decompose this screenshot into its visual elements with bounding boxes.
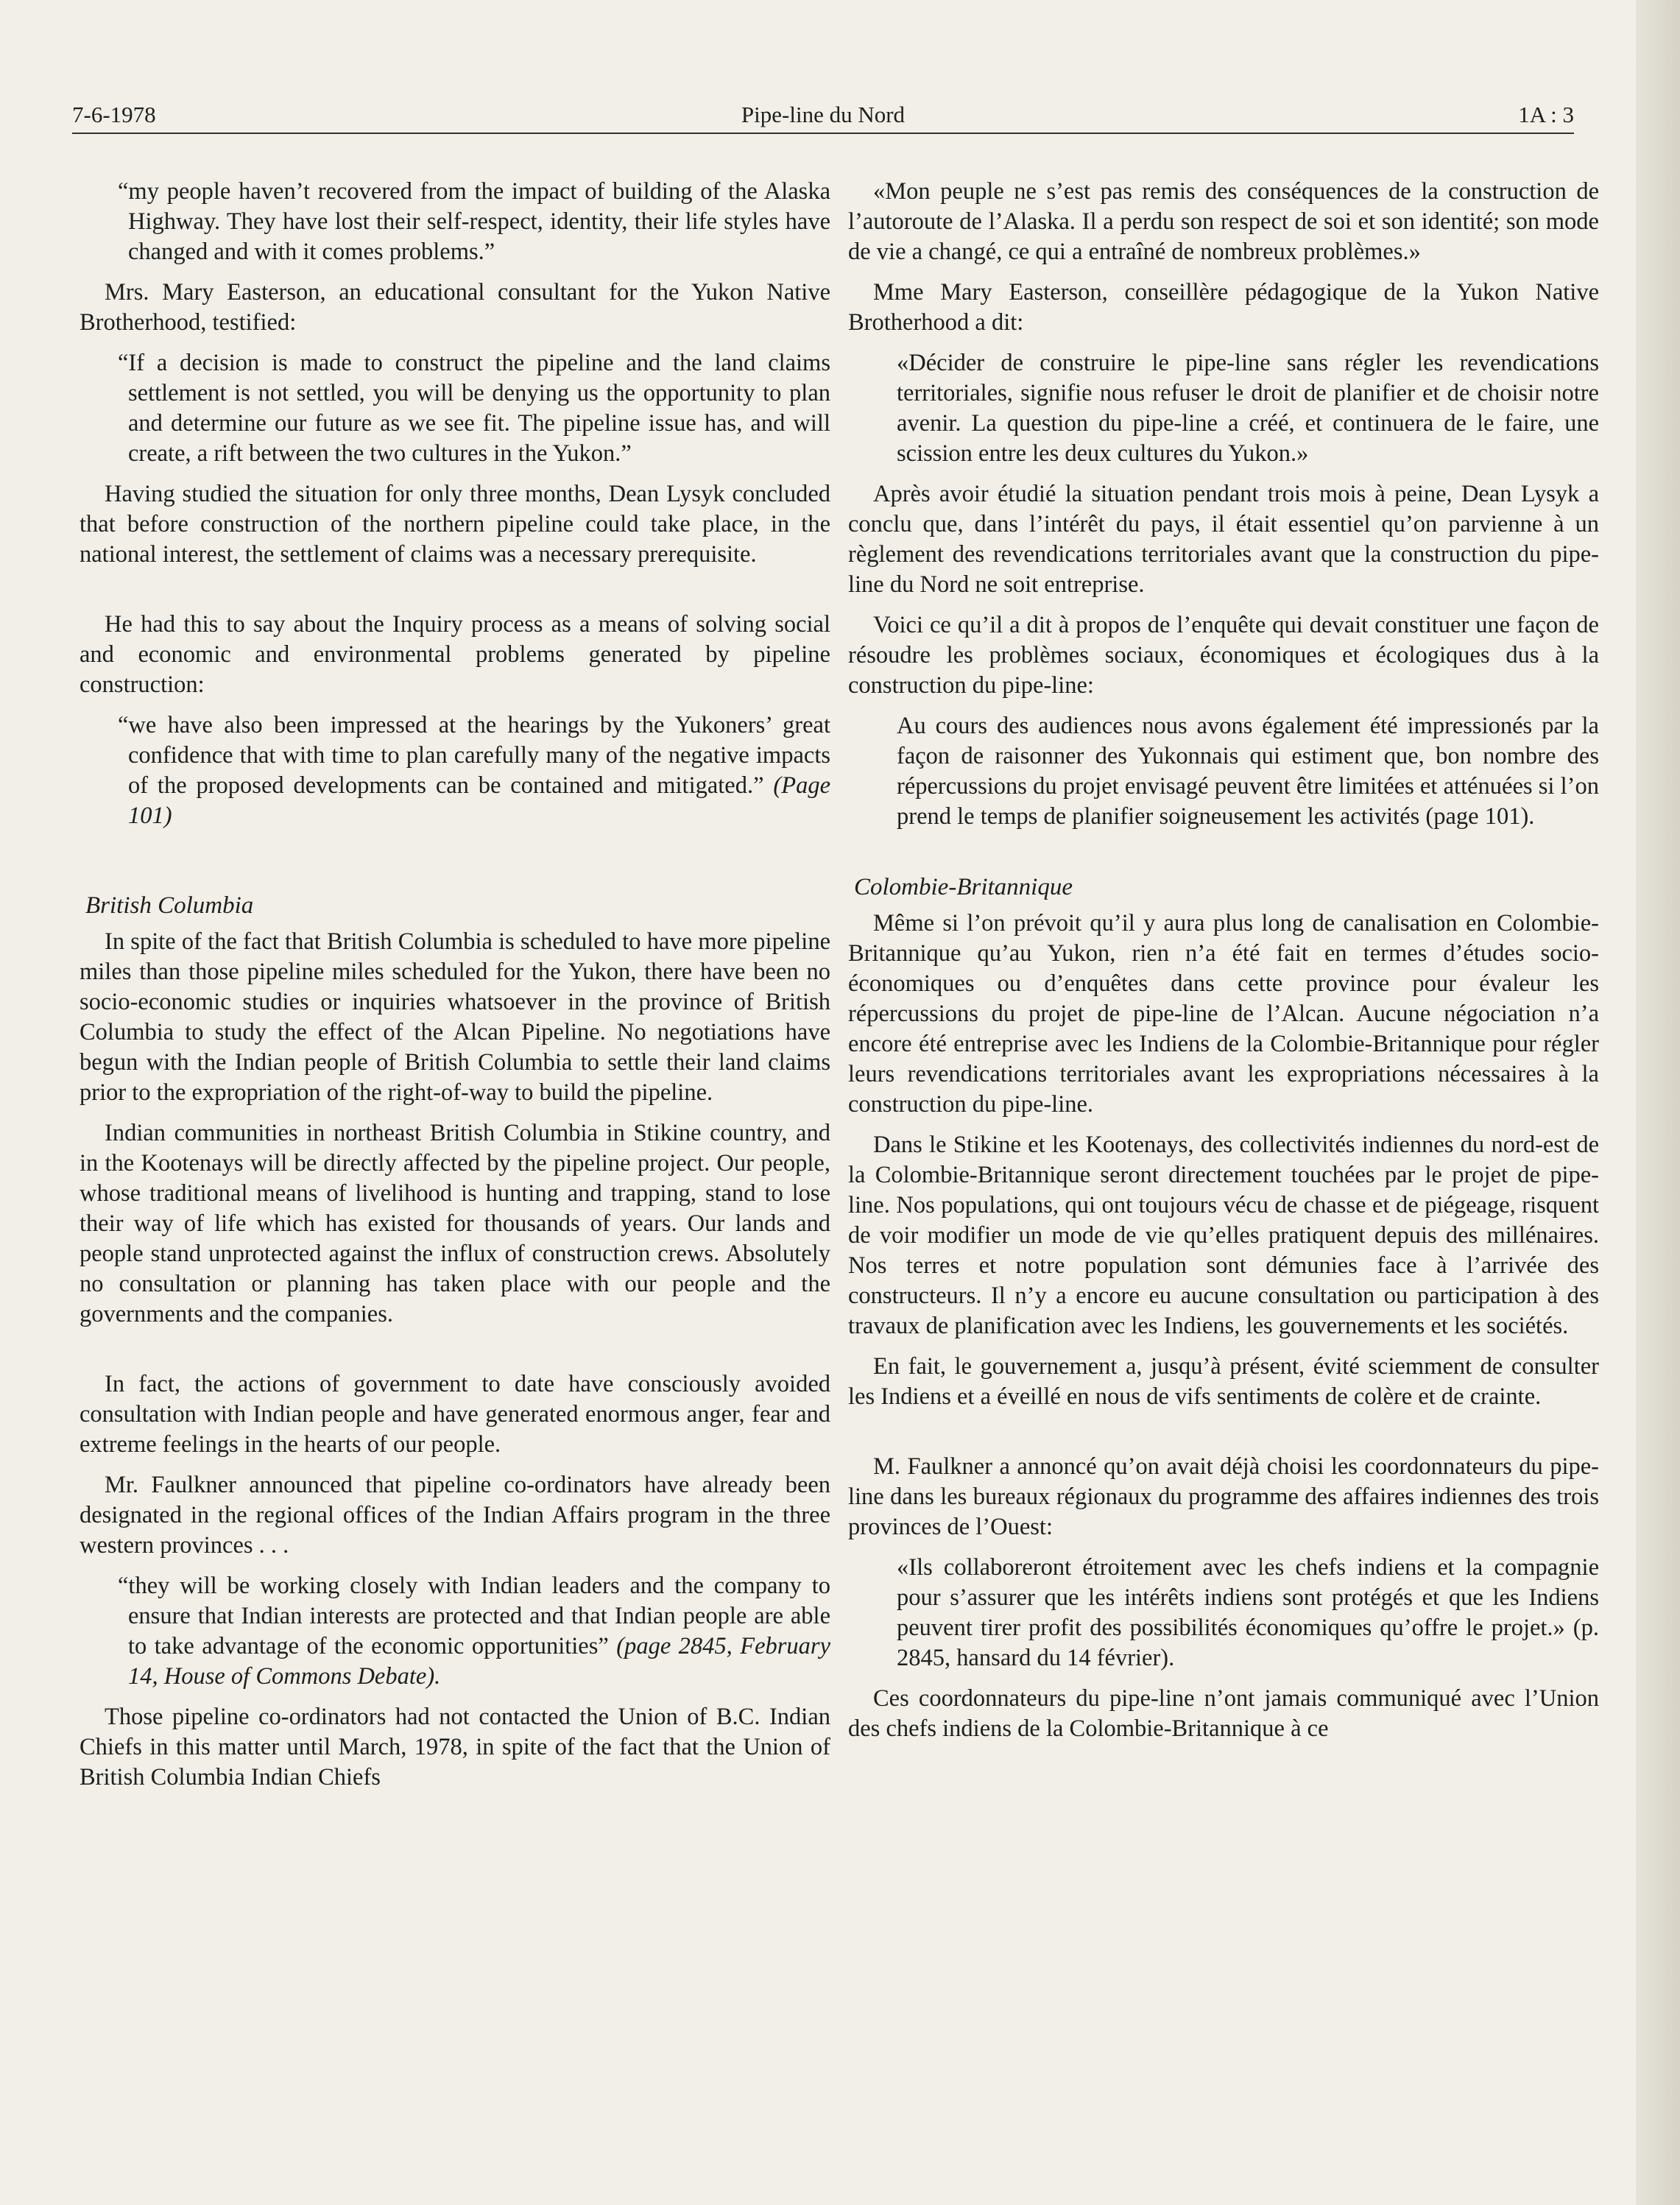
quote-paragraph: «Mon peuple ne s’est pas remis des conséquences de la construction de l’autoroute de l’Alaska. Il a perdu son respect de soi et son identité; son mode de vie a changé, ce qui a entraîné de nombreux problèmes.» — [848, 178, 1599, 265]
body-paragraph: Mme Mary Easterson, conseillère pédagogique de la Yukon Native Brotherhood a dit: — [848, 279, 1599, 336]
body-paragraph: Mr. Faulkner announced that pipeline co-ordinators have already been designated in the regional offices of the Indian Affairs program in the three western provinces . . . — [80, 1472, 830, 1559]
body-paragraph: M. Faulkner a annoncé qu’on avait déjà choisi les coordonnateurs du pipe-line dans les bureaux régionaux du programme des affaires indiennes des trois provinces de l’Ouest: — [848, 1453, 1599, 1540]
body-paragraph: Dans le Stikine et les Kootenays, des collectivités indiennes du nord-est de la Colombie-Britannique seront directement touchées par le projet de pipe-line. Nos populations, qui ont toujours vécu de chasse et de piégeage, risquent de voir modifier un mode de vie qu’elles pratiquent depuis des millénaires. Nos terres et notre population sont démunies face à l’arrivée des constructeurs. Il n’y a encore eu aucune consultation ou participation à des travaux de planification avec les Indiens, les gouvernements et les sociétés. — [848, 1132, 1599, 1339]
body-paragraph: In fact, the actions of government to date have consciously avoided consultation with Indian people and have generated enormous anger, fear and extreme feelings in the hearts of our people. — [80, 1371, 830, 1458]
body-paragraph: Voici ce qu’il a dit à propos de l’enquête qui devait constituer une façon de résoudre les problèmes sociaux, économiques et écologiques dus à la construction du pipe-line: — [848, 612, 1599, 699]
body-paragraph: Mrs. Mary Easterson, an educational consultant for the Yukon Native Brotherhood, testified: — [80, 279, 830, 336]
body-paragraph: In spite of the fact that British Columbia is scheduled to have more pipeline miles than those pipeline miles scheduled for the Yukon, there have been no socio-economic studies or inquiries whatsoever in the province of British Columbia to study the effect of the Alcan Pipeline. No negotiations have begun with the Indian people of British Columbia to settle their land claims prior to the expropriation of the right-of-way to build the pipeline. — [80, 928, 830, 1106]
quote-paragraph: «Ils collaboreront étroitement avec les chefs indiens et la compagnie pour s’assurer que les intérêts indiens sont protégés et que les Indiens peuvent tirer profit des possibilités économiques qu’offre le projet.» (p. 2845, hansard du 14 février). — [897, 1554, 1599, 1671]
page-binding-edge — [1636, 0, 1680, 2205]
quote-text: “we have also been impressed at the hearings by the Yukoners’ great confidence that with time to plan carefully many of the negative impacts of the proposed developments can be contained and mitigated.” — [118, 712, 830, 799]
section-heading: British Columbia — [85, 892, 254, 919]
quote-text: “they will be working closely with Indian leaders and the company to ensure that Indian interests are protected and that Indian people are able to take advantage of the economic opportunities” — [118, 1573, 830, 1659]
body-paragraph: Having studied the situation for only three months, Dean Lysyk concluded that before construction of the northern pipeline could take place, in the national interest, the settlement of claims was a necessary prerequisite. — [80, 481, 830, 568]
header-page-number: 1A : 3 — [1518, 102, 1574, 127]
header-date: 7-6-1978 — [72, 102, 156, 127]
quote-paragraph — [118, 710, 830, 831]
page-reference: (page 2845, February 14, House of Commons Debate). — [128, 1633, 830, 1690]
english-column — [80, 177, 830, 1803]
french-column — [848, 177, 1599, 1754]
quote-paragraph: “my people haven’t recovered from the impact of building of the Alaska Highway. They have lost their self-respect, identity, their life styles have changed and with it comes problems.” — [118, 178, 830, 265]
body-paragraph: Ces coordonnateurs du pipe-line n’ont jamais communiqué avec l’Union des chefs indiens de la Colombie-Britannique à ce — [848, 1685, 1599, 1742]
body-paragraph: Après avoir étudié la situation pendant trois mois à peine, Dean Lysyk a conclu que, dans l’intérêt du pays, il était essentiel qu’on parvienne à un règlement des revendications territoriales avant que la construction du pipe-line du Nord ne soit entreprise. — [848, 481, 1599, 598]
header-title: Pipe-line du Nord — [741, 102, 906, 127]
quote-paragraph: «Décider de construire le pipe-line sans régler les revendications territoriales, signifie nous refuser le droit de planifier et de choisir notre avenir. La question du pipe-line a créé, et continuera de le faire, une scission entre les deux cultures du Yukon.» — [897, 350, 1599, 467]
body-paragraph: Indian communities in northeast British Columbia in Stikine country, and in the Kootenays will be directly affected by the pipeline project. Our people, whose traditional means of livelihood is hunting and trapping, stand to lose their way of life which has existed for thousands of years. Our lands and people stand unprotected against the influx of construction crews. Absolutely no consultation or planning has taken place with our people and the governments and the companies. — [80, 1120, 830, 1327]
quote-paragraph: Au cours des audiences nous avons également été impressionés par la façon de raisonner des Yukonnais qui estiment que, bon nombre des répercussions du projet envisagé peuvent être limitées et atténuées si l’on prend le temps de planifier soigneusement les activités (page 101). — [897, 713, 1599, 830]
quote-paragraph — [118, 1571, 830, 1692]
body-paragraph: En fait, le gouvernement a, jusqu’à présent, évité sciemment de consulter les Indiens et a éveillé en nous de vifs sentiments de colère et de crainte. — [848, 1353, 1599, 1410]
body-paragraph: Those pipeline co-ordinators had not contacted the Union of B.C. Indian Chiefs in this matter until March, 1978, in spite of the fact that the Union of British Columbia Indian Chiefs — [80, 1704, 830, 1791]
body-paragraph: Même si l’on prévoit qu’il y aura plus long de canalisation en Colombie-Britannique qu’au Yukon, rien n’a été fait en termes d’études socio-économiques ou d’enquêtes dans cette province pour évaleur les répercussions du projet de pipe-line de l’Alcan. Aucune négociation n’a encore été entreprise avec les Indiens de la Colombie-Britannique pour régler leurs revendications territoriales avant les expropriations nécessaires à la construction du pipe-line. — [848, 910, 1599, 1118]
section-heading: Colombie-Britannique — [854, 874, 1073, 900]
running-header — [72, 94, 1574, 134]
quote-paragraph: “If a decision is made to construct the pipeline and the land claims settlement is not settled, you will be denying us the opportunity to plan and determine our future as we see fit. The pipeline issue has, and will create, a rift between the two cultures in the Yukon.” — [118, 350, 830, 467]
page-reference: (Page 101) — [128, 772, 830, 829]
body-paragraph: He had this to say about the Inquiry process as a means of solving social and economic and environmental problems generated by pipeline construction: — [80, 611, 830, 698]
